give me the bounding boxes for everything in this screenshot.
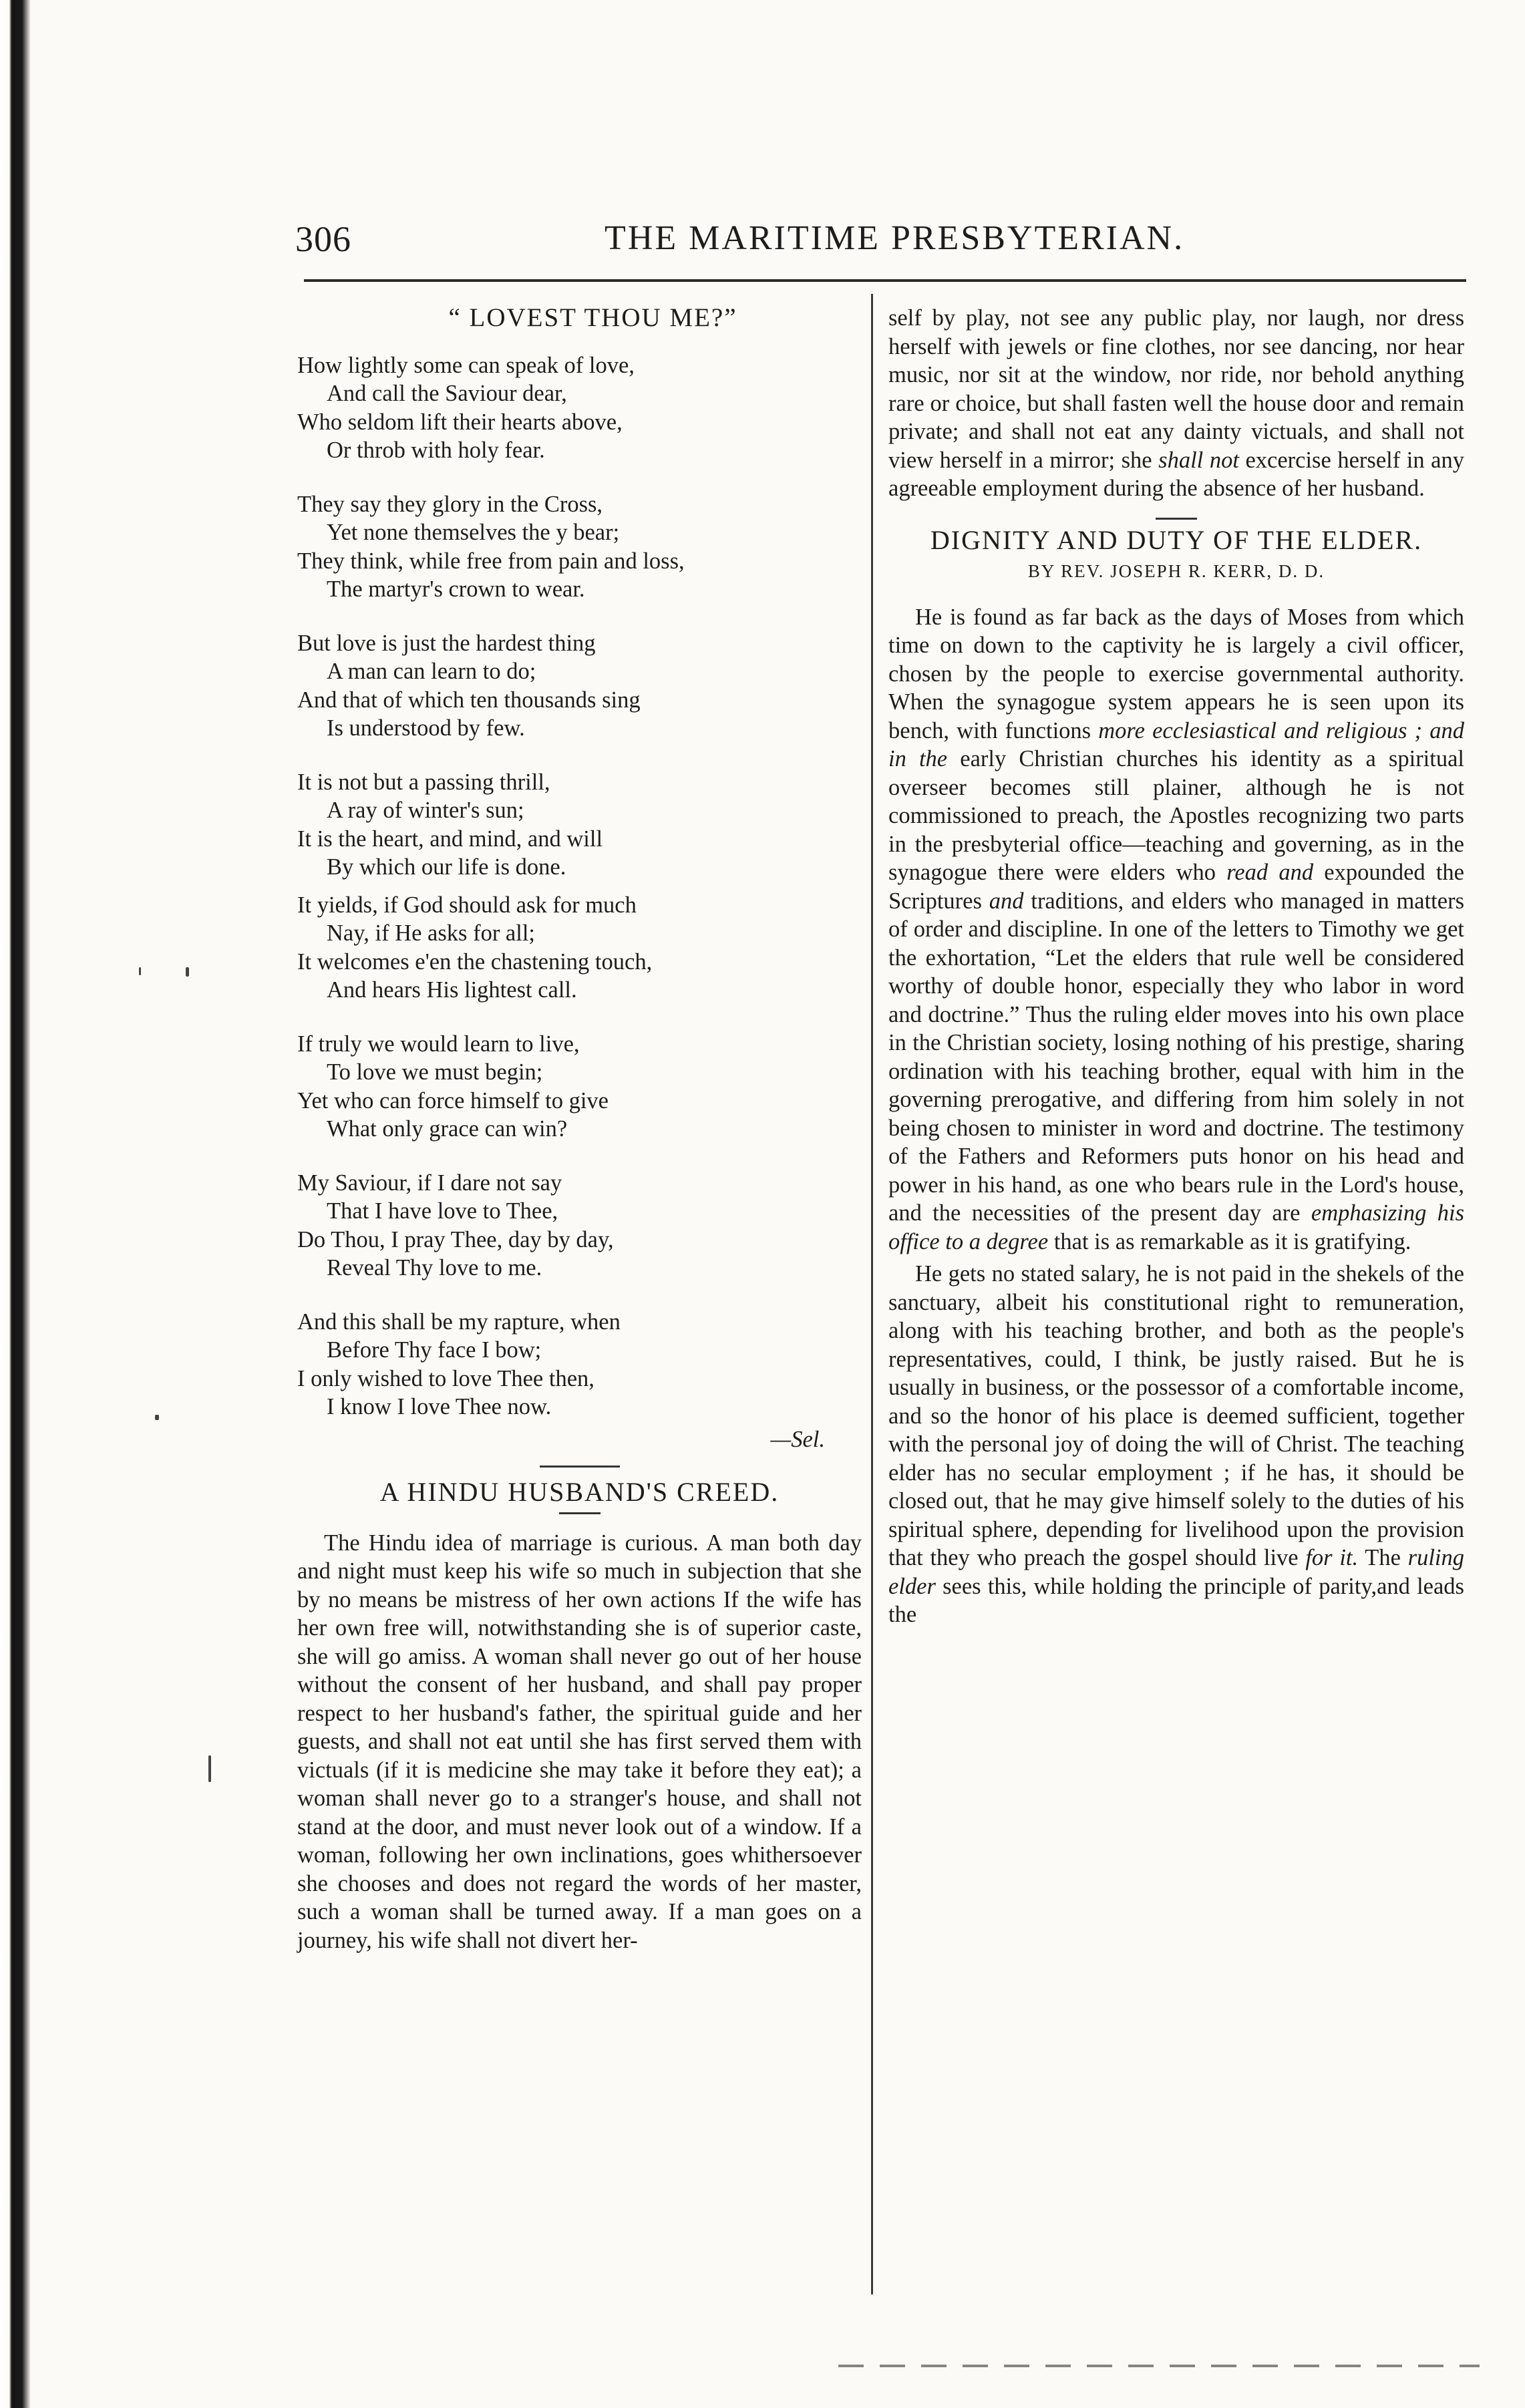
poem-stanza <box>297 1308 862 1421</box>
hindu-article-continuation <box>888 304 1464 503</box>
poem-title: “ LOVEST THOU ME?” <box>448 303 737 332</box>
italic-run: for it. <box>1305 1545 1359 1570</box>
header-rule <box>304 279 1466 282</box>
italic-run: and <box>989 888 1024 914</box>
text-run: He gets no stated salary, he is not paid in the shekels of the sanctuary, albeit his constitutional right to remuneration, along with his teaching brother, and both as the people's representatives, could, I think, be justly raised. But he is usually in business, or the possessor of a comfortable income, and so the honor of his place is deemed sufficient, together with the personal joy of doing the will of Christ. The teaching elder has no secular employment ; if he has, it should be closed out, that he may give himself solely to the duties of his spiritual sphere, depending for livelihood upon the provision that they who preach the gospel should live <box>888 1261 1464 1570</box>
poem-stanza <box>297 891 862 1005</box>
poem-line: Is understood by few. <box>327 715 525 741</box>
text-run: He is found as far back as the days of Moses from which time on down to the captivity he is largely a civil officer, chosen by the people to exercise governmental authority. When the synagogue system appears he is seen upon its bench, with functions <box>888 604 1464 743</box>
poem-stanza <box>297 1030 862 1144</box>
poem-line: And hears His lightest call. <box>327 977 577 1003</box>
poem-line: A ray of winter's sun; <box>327 798 524 823</box>
scan-speck <box>155 1415 159 1420</box>
text-run: traditions, and elders who managed in matters of order and discipline. In one of the letters to Timothy we get the exhortation, “Let the elders that rule well be considered worthy of double honor, especially they who labor in word and doctrine.” Thus the ruling elder moves into his own place in the Christian society, losing nothing of his prestige, sharing ordination with his teaching brother, equal with him in the governing prerogative, and differing from him solely in not being chosen to minister in word and doctrine. The testimony of the Fathers and Reformers puts honor on his head and power in his hand, as one who bears rule in the Lord's house, and the necessities of the present day are <box>888 888 1464 1226</box>
scan-speck <box>139 967 141 975</box>
poem-line: If truly we would learn to live, <box>297 1031 580 1057</box>
poem-line: To love we must begin; <box>327 1059 543 1085</box>
scan-artifact <box>838 2365 1480 2367</box>
poem-line: Reveal Thy love to me. <box>327 1255 542 1280</box>
text-run: sees this, while holding the principle of parity,and leads the <box>888 1573 1464 1627</box>
poem-line: Do Thou, I pray Thee, day by day, <box>297 1226 614 1252</box>
italic-run: read and <box>1226 860 1314 885</box>
text-run: self by play, not see any public play, nor laugh, nor dress herself with jewels or fine clothes, nor see dancing, nor hear music, nor sit at the window, nor ride, nor behold anything rare or choice, but shall fasten well the house door and remain private; and shall not eat any dainty victuals, and shall not view herself in a mirror; she <box>888 305 1464 473</box>
column-rule <box>871 294 873 2294</box>
poem-line: My Saviour, if I dare not say <box>297 1170 562 1196</box>
poem-line: They think, while free from pain and loss, <box>297 548 685 574</box>
poem-line: Nay, if He asks for all; <box>327 920 535 946</box>
text-run: that is as remarkable as it is gratifying. <box>1048 1228 1411 1254</box>
text-run: excercise herself in any agreeable employment during the absence of her husband. <box>888 447 1464 501</box>
elder-article-byline: BY REV. JOSEPH R. KERR, D. D. <box>1027 561 1325 581</box>
poem-line: It welcomes e'en the chastening touch, <box>297 949 653 975</box>
poem-line: And call the Saviour dear, <box>327 381 567 406</box>
text-run: The <box>1358 1545 1408 1570</box>
elder-article-title: DIGNITY AND DUTY OF THE ELDER. <box>930 524 1423 555</box>
poem-stanza <box>297 490 862 604</box>
poem-stanza <box>297 768 862 882</box>
poem-line: And that of which ten thousands sing <box>297 687 641 713</box>
title-divider <box>559 1512 601 1514</box>
poem-line: How lightly some can speak of love, <box>297 352 635 378</box>
left-column <box>297 304 862 1954</box>
poem-line: I only wished to love Thee then, <box>297 1365 595 1391</box>
italic-run: emphasizing his office to a degree <box>888 1200 1465 1254</box>
poem-attribution: —Sel. <box>770 1426 825 1452</box>
right-column <box>888 304 1464 1629</box>
poem-line: The martyr's crown to wear. <box>327 576 585 602</box>
poem-line: A man can learn to do; <box>327 659 536 684</box>
scan-speck <box>186 967 189 977</box>
poem-stanza <box>297 1169 862 1282</box>
page-number: 306 <box>295 219 351 259</box>
scan-speck <box>208 1755 211 1782</box>
poem-line: That I have love to Thee, <box>327 1198 558 1224</box>
poem-line: They say they glory in the Cross, <box>297 491 603 517</box>
poem-line: But love is just the hardest thing <box>297 630 596 656</box>
poem-line: Yet who can force himself to give <box>297 1087 609 1113</box>
italic-run: more ecclesiastical and religious ; and in the <box>888 717 1464 771</box>
poem-line: It yields, if God should ask for much <box>297 892 637 918</box>
poem-line: What only grace can win? <box>327 1116 568 1142</box>
poem-line: By which our life is done. <box>327 854 566 880</box>
poem-stanza <box>297 351 862 465</box>
poem-line: Yet none themselves the y bear; <box>327 520 620 545</box>
elder-article-paragraph <box>888 1260 1464 1629</box>
running-title: THE MARITIME PRESBYTERIAN. <box>605 219 1185 257</box>
poem-stanza <box>297 629 862 743</box>
poem-line: Who seldom lift their hearts above, <box>297 409 623 435</box>
poem-line: Before Thy face I bow; <box>327 1337 542 1363</box>
book-spine-shadow <box>0 0 31 2408</box>
poem-line: And this shall be my rapture, when <box>297 1309 621 1335</box>
italic-run: ruling elder <box>888 1545 1464 1599</box>
text-run: expounded the Scriptures <box>888 860 1464 914</box>
text-run: early Christian churches his identity as a spiritual overseer becomes still plainer, although he is not commissioned to preach, the Apostles recognizing two parts in the presbyterial office—teaching and governing, as in the synagogue there were elders who <box>888 746 1464 885</box>
poem-line: It is the heart, and mind, and will <box>297 826 603 852</box>
italic-run: shall not <box>1158 447 1239 473</box>
hindu-article-paragraph: The Hindu idea of marriage is curious. A man both day and night must keep his wife so much in subjection that she by no means be mistress of her own actions If the wife has her own free will, notwithstanding she is of superior caste, she will go amiss. A woman shall never go out of her house without the consent of her husband, and shall pay proper respect to her husband's father, the spiritual guide and her guests, and shall not eat until she has first served them with victuals (if it is medicine she may take it before they eat); a woman shall never go to a stranger's house, and shall not stand at the door, and must never look out of a window. If a woman, following her own inclinations, goes whithersoever she chooses and does not regard the words of her master, such a woman shall be turned away. If a man goes on a journey, his wife shall not divert her- <box>297 1530 862 1953</box>
hindu-article-title: A HINDU HUSBAND'S CREED. <box>379 1477 780 1507</box>
section-divider <box>1156 518 1197 520</box>
poem-line: I know I love Thee now. <box>327 1394 552 1419</box>
poem-line: Or throb with holy fear. <box>327 438 545 463</box>
elder-article-paragraph <box>888 603 1464 1256</box>
section-divider <box>540 1466 620 1468</box>
poem-line: It is not but a passing thrill, <box>297 769 550 795</box>
